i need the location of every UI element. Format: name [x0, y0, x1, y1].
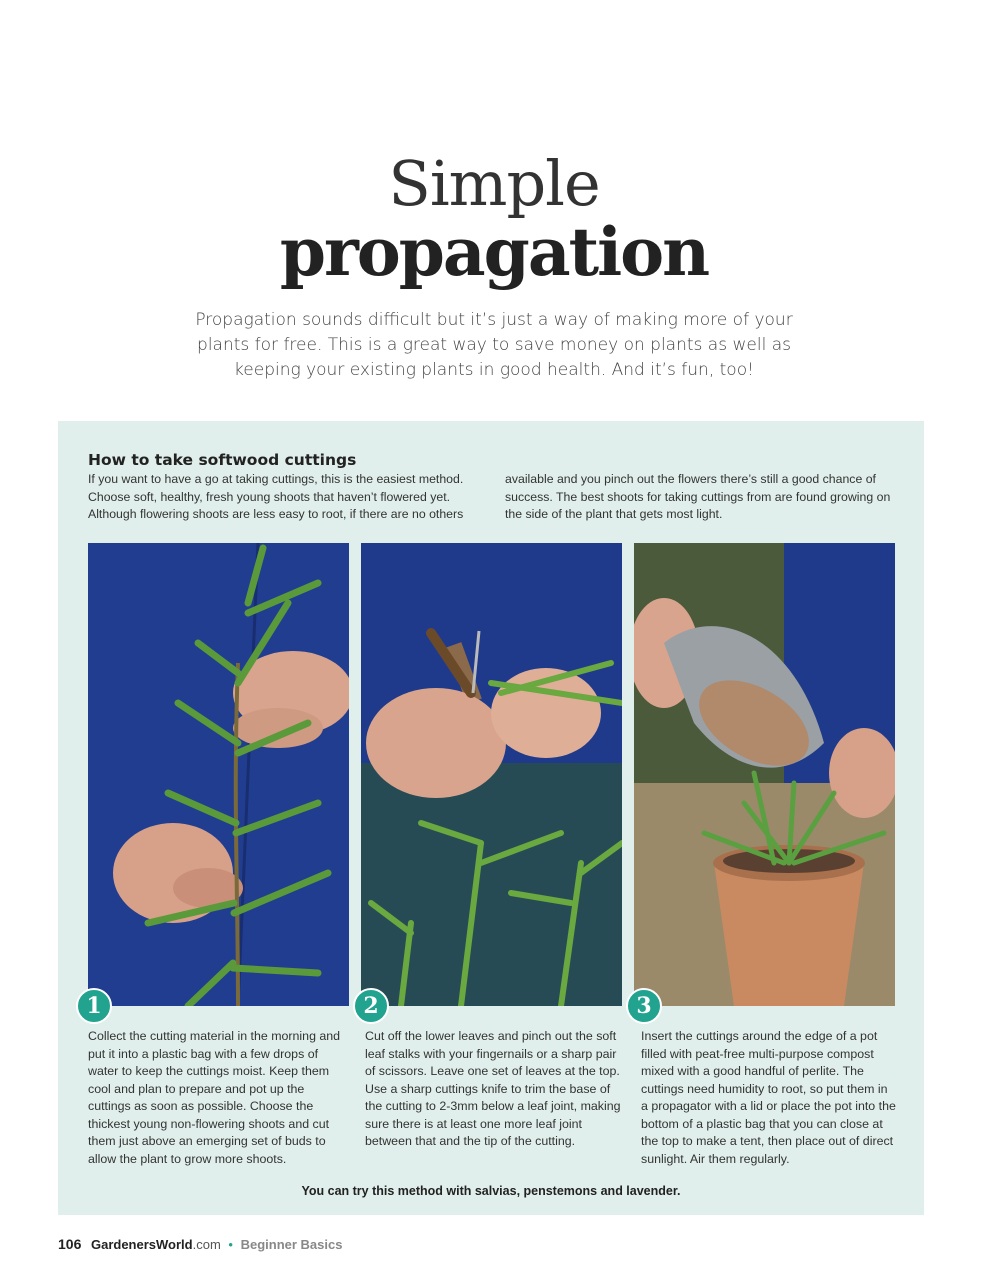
panel-intro-right: available and you pinch out the flowers there’s still a good chance of success. The best shoots for taking cuttings from are found growing on the side of the plant that gets most light. — [505, 472, 891, 521]
page-number: 106 — [58, 1236, 82, 1252]
panel-intro-left: If you want to have a go at taking cuttings, this is the easiest method. Choose soft, healthy, fresh young shoots that haven’t flowered yet. Although flowering shoots are less easy to root, if there are no others — [88, 472, 464, 521]
panel-tip: You can try this method with salvias, penstemons and lavender. — [301, 1184, 681, 1198]
page-footer — [58, 1236, 342, 1252]
panel-heading: How to take softwood cuttings — [88, 451, 357, 469]
footer-separator: • — [228, 1237, 233, 1252]
step-2-text: Cut off the lower leaves and pinch out the soft leaf stalks with your fingernails or a sharp pair of scissors. Leave one set of leaves at the top. Use a sharp cuttings knife to trim the base of the cutting to 2-3mm below a leaf joint, making sure there is at least one more leaf joint between that and the tip of the cutting. — [365, 1029, 621, 1148]
step-3-photo — [634, 543, 895, 1006]
footer-section: Beginner Basics — [240, 1237, 343, 1252]
title-light: Simple — [388, 147, 600, 220]
step-1-badge: 1 — [76, 988, 112, 1024]
step-2-badge: 2 — [353, 988, 389, 1024]
step-3-badge: 3 — [626, 988, 662, 1024]
title-bold: propagation — [279, 213, 709, 291]
step-2-photo — [361, 543, 622, 1006]
footer-domain: .com — [192, 1237, 221, 1252]
step-1-photo — [88, 543, 349, 1006]
step-1-text: Collect the cutting material in the morning and put it into a plastic bag with a few drops of water to keep the cuttings moist. Keep them cool and plan to prepare and pot up the cuttings as soon as possible. Choose the thickest young non-flowering shoots and cut them just above an emerging set of buds to allow the plant to grow more shoots. — [88, 1029, 341, 1166]
article-intro: Propagation sounds difficult but it’s just a way of making more of your plants for free. This is a great way to save money on plants as well as keeping your existing plants in good health. And it’s fun, too! — [195, 310, 793, 380]
footer-brand: GardenersWorld — [90, 1237, 193, 1252]
step-3-text: Insert the cuttings around the edge of a pot filled with peat-free multi-purpose compost mixed with a good handful of perlite. The cuttings need humidity to root, so put them in a propagator with a lid or place the pot into the bottom of a plastic bag that you can close at the top to make a tent, then place out of direct sunlight. Air them regularly. — [641, 1029, 896, 1166]
